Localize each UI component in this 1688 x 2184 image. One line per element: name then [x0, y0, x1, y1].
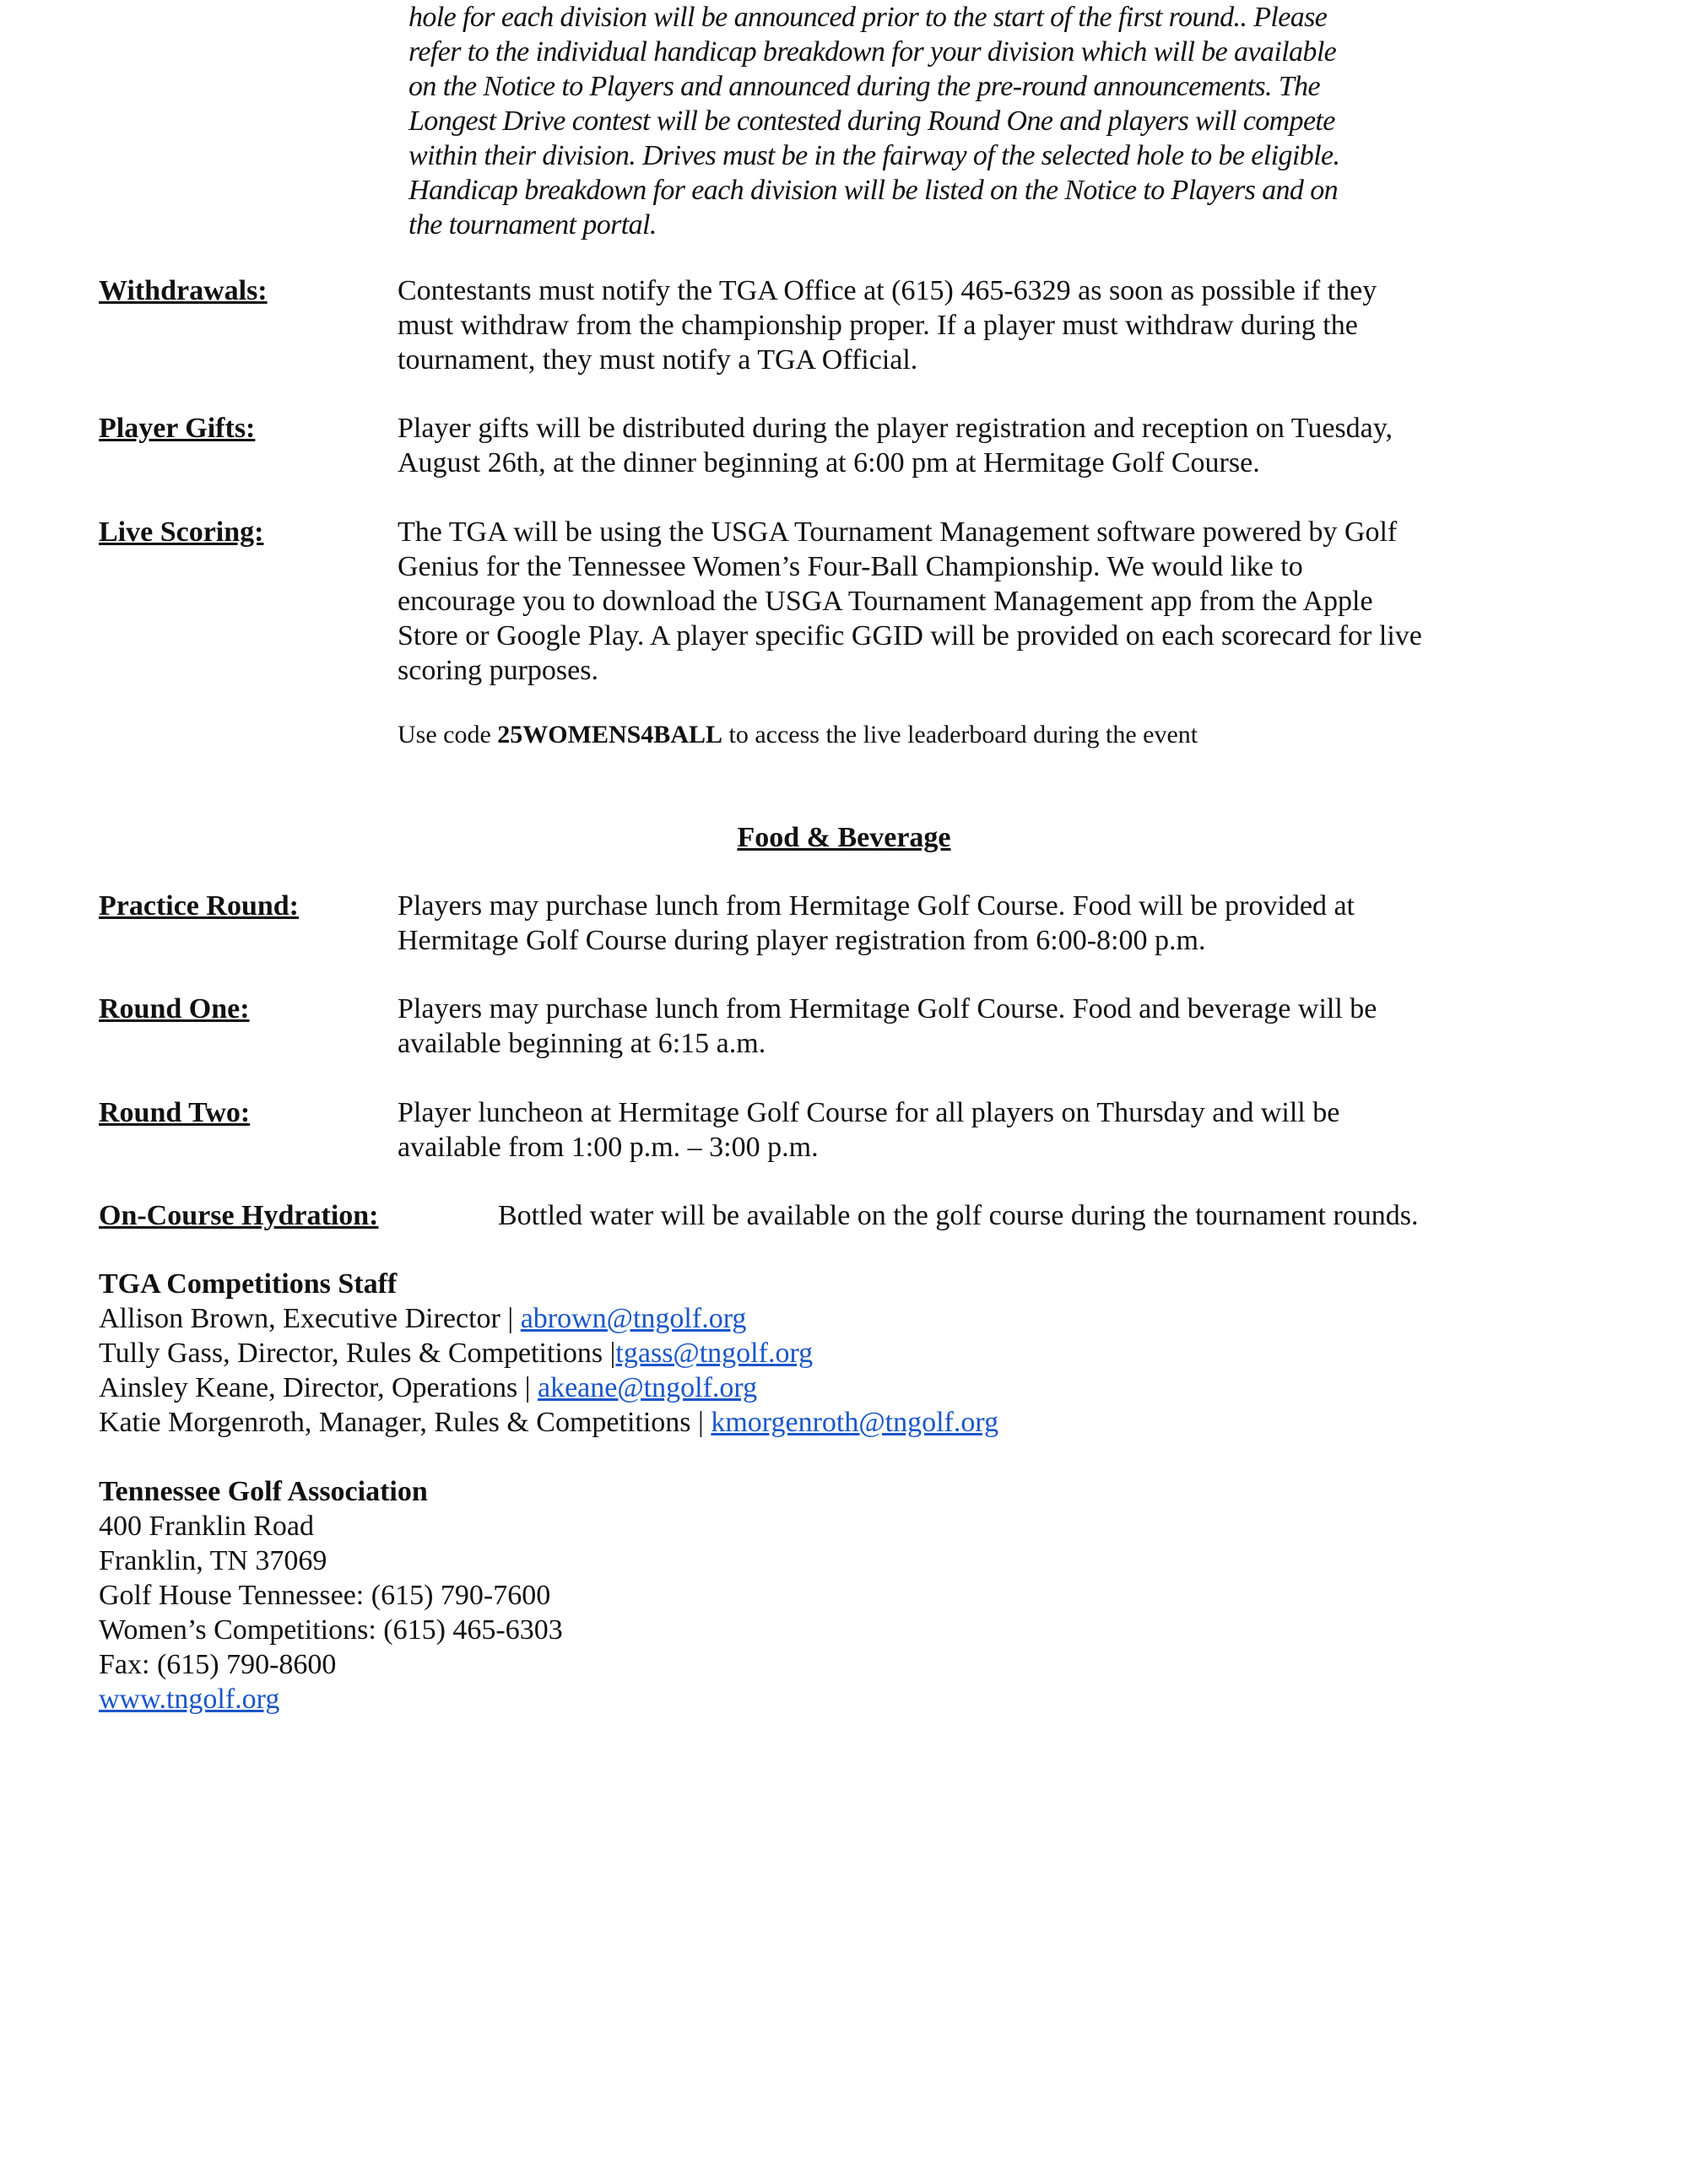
staff-member [99, 1370, 998, 1405]
round-one-text [398, 992, 1377, 1061]
text-line: hole for each division will be announced prior to the start of the first round.. Please [408, 2, 1328, 33]
text-line: The TGA will be using the USGA Tournament Management software powered by Golf [398, 516, 1398, 548]
staff-member-title: Allison Brown, Executive Director | [99, 1303, 521, 1334]
phone-line: Women’s Competitions: (615) 465-6303 [99, 1614, 563, 1646]
food-beverage-heading: Food & Beverage [737, 822, 951, 853]
association-block [99, 1474, 563, 1716]
staff-member [99, 1301, 998, 1336]
withdrawals-text [398, 273, 1377, 377]
address-line: Franklin, TN 37069 [99, 1545, 327, 1576]
staff-member [99, 1405, 998, 1440]
email-link[interactable]: kmorgenroth@tngolf.org [711, 1407, 999, 1438]
text-line: Hermitage Golf Course during player registration from 6:00-8:00 p.m. [398, 925, 1206, 956]
player-gifts-label: Player Gifts: [99, 413, 256, 444]
hydration-label: On-Course Hydration: [99, 1200, 379, 1231]
email-link[interactable]: tgass@tngolf.org [615, 1338, 814, 1369]
staff-block [99, 1267, 998, 1440]
practice-round-text [398, 889, 1355, 958]
text-line: August 26th, at the dinner beginning at 6:00 pm at Hermitage Golf Course. [398, 447, 1260, 478]
live-code-line [398, 717, 1198, 752]
intro-italic-paragraph [408, 0, 1339, 242]
live-code-prefix: Use code [398, 721, 498, 749]
practice-round-label: Practice Round: [99, 890, 300, 922]
round-one-label: Round One: [99, 993, 250, 1024]
text-line: refer to the individual handicap breakdown for your division which will be available [408, 36, 1337, 68]
staff-member-title: Katie Morgenroth, Manager, Rules & Competitions | [99, 1407, 711, 1438]
text-line: available beginning at 6:15 a.m. [398, 1028, 766, 1059]
text-line: tournament, they must notify a TGA Official. [398, 344, 918, 376]
text-line: Player luncheon at Hermitage Golf Course for all players on Thursday and will be [398, 1097, 1340, 1128]
text-line: Player gifts will be distributed during the player registration and reception on Tuesday, [398, 413, 1393, 444]
text-line: the tournament portal. [408, 209, 657, 241]
withdrawals-label: Withdrawals: [99, 275, 268, 306]
hydration-text: Bottled water will be available on the golf course during the tournament rounds. [498, 1200, 1419, 1231]
text-line: Longest Drive contest will be contested during Round One and players will compete [408, 105, 1335, 137]
association-heading: Tennessee Golf Association [99, 1476, 428, 1507]
email-link[interactable]: akeane@tngolf.org [538, 1372, 758, 1403]
text-line: must withdraw from the championship proper. If a player must withdraw during the [398, 310, 1358, 341]
round-two-label: Round Two: [99, 1097, 251, 1128]
live-code: 25WOMENS4BALL [497, 721, 723, 749]
live-scoring-text [398, 515, 1422, 688]
text-line: within their division. Drives must be in the fairway of the selected hole to be eligible. [408, 140, 1340, 171]
fax-line: Fax: (615) 790-8600 [99, 1649, 337, 1680]
website-link[interactable]: www.tngolf.org [99, 1684, 280, 1715]
live-scoring-label: Live Scoring: [99, 516, 264, 548]
staff-member-title: Ainsley Keane, Director, Operations | [99, 1372, 538, 1403]
staff-member-title: Tully Gass, Director, Rules & Competitions | [99, 1338, 616, 1369]
text-line: Contestants must notify the TGA Office at (615) 465-6329 as soon as possible if they [398, 275, 1377, 306]
text-line: Players may purchase lunch from Hermitage Golf Course. Food and beverage will be [398, 993, 1377, 1024]
player-gifts-text [398, 411, 1393, 480]
text-line: scoring purposes. [398, 655, 598, 686]
staff-member [99, 1336, 998, 1370]
email-link[interactable]: abrown@tngolf.org [520, 1303, 747, 1334]
address-line: 400 Franklin Road [99, 1511, 314, 1542]
text-line: Genius for the Tennessee Women’s Four-Ball Championship. We would like to [398, 551, 1303, 582]
text-line: Store or Google Play. A player specific GGID will be provided on each scorecard for live [398, 620, 1422, 651]
text-line: available from 1:00 p.m. – 3:00 p.m. [398, 1132, 819, 1163]
text-line: Players may purchase lunch from Hermitage Golf Course. Food will be provided at [398, 890, 1355, 922]
live-code-suffix: to access the live leaderboard during the event [722, 721, 1198, 749]
text-line: Handicap breakdown for each division will be listed on the Notice to Players and on [408, 175, 1339, 206]
round-two-text [398, 1095, 1339, 1165]
text-line: encourage you to download the USGA Tournament Management app from the Apple [398, 586, 1373, 617]
text-line: on the Notice to Players and announced during the pre-round announcements. The [408, 71, 1321, 102]
staff-heading: TGA Competitions Staff [99, 1268, 398, 1300]
phone-line: Golf House Tennessee: (615) 790-7600 [99, 1580, 551, 1611]
